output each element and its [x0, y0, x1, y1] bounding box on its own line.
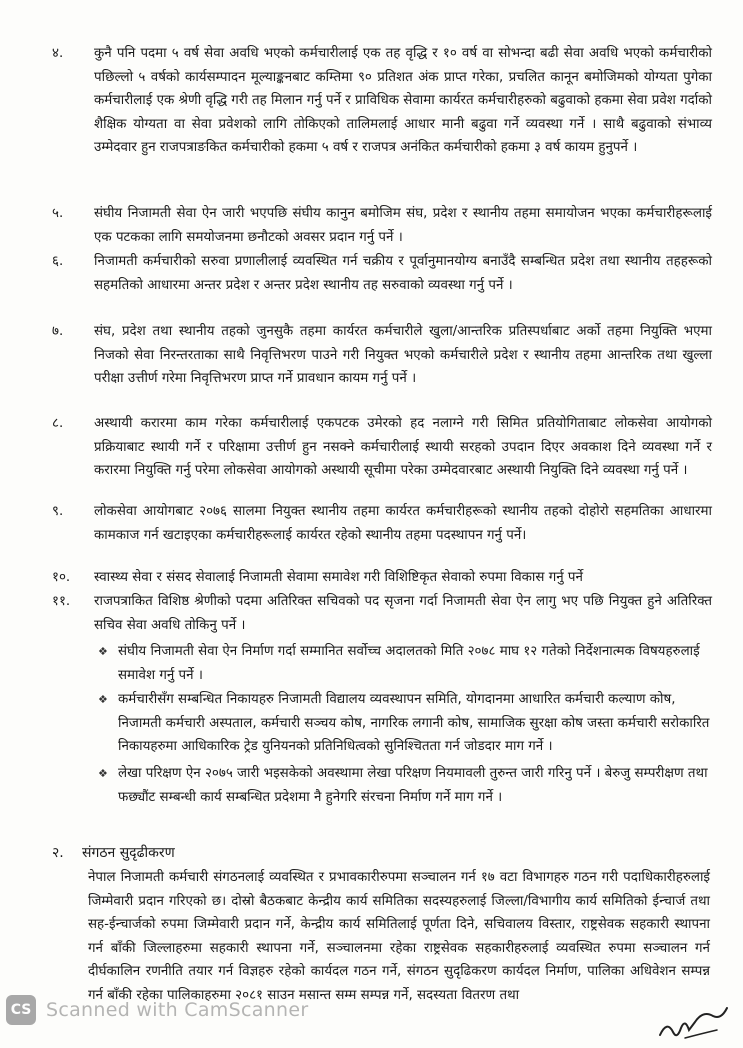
item-number: ८.	[52, 416, 64, 431]
item-text: अस्थायी करारमा काम गरेका कर्मचारीलाई एकपटक उमेरको हद नलाग्ने गरी सिमित प्रतियोगिताबाट लोकसेवा आयोगको प्रक्रियाबाट स्थायी गर्ने र परिक्षामा उत्तीर्ण हुन नसक्ने कर्मचारीलाई स्थायी सरहको उपदान दिएर अवकाश दिने व्यवस्था गर्ने र करारमा नियुक्ति गर्नु परेमा लोकसेवा आयोगको अस्थायी सूचीमा परेका उम्मेदवारबाट अस्थायी नियुक्ति दिने व्यवस्था गर्नु पर्ने ।	[94, 416, 712, 479]
diamond-bullet-icon: ❖	[98, 693, 108, 706]
item-number: ४.	[52, 46, 64, 61]
list-item-8	[52, 412, 712, 483]
list-item-10	[52, 566, 712, 590]
bullet-item	[98, 762, 710, 809]
diamond-bullet-icon: ❖	[98, 767, 108, 780]
item-number: ५.	[52, 206, 64, 221]
list-item-7	[52, 320, 712, 391]
list-item-4	[52, 42, 712, 160]
diamond-bullet-icon: ❖	[98, 645, 108, 658]
list-item-11	[52, 590, 712, 637]
scanner-watermark	[0, 990, 743, 1030]
item-number: ७.	[52, 324, 64, 339]
item-text: निजामती कर्मचारीको सरुवा प्रणालीलाई व्यवस्थित गर्न चक्रीय र पूर्वानुमानयोग्य बनाउँदै सम्बन्धित प्रदेश तथा स्थानीय तहहरूको सहमतिको आधारमा अन्तर प्रदेश र अन्तर प्रदेश स्थानीय तह सरुवाको व्यवस्था गर्नु पर्ने ।	[94, 254, 712, 293]
section-paragraph: नेपाल निजामती कर्मचारी संगठनलाई व्यवस्थित र प्रभावकारीरुपमा सञ्चालन गर्न १७ वटा विभागहरु गठन गरी पदाधिकारीहरुलाई जिम्मेवारी प्रदान गरिएको छ। दोस्रो बैठकबाट केन्द्रीय कार्य समितिका सदस्यहरुलाई जिल्ला/विभागीय कार्य समितिको ईन्चार्ज तथा सह-ईन्चार्जको रुपमा जिम्मेवारी प्रदान गर्ने, केन्द्रीय कार्य समितिलाई पूर्णता दिने, सचिवालय विस्तार, राष्ट्रसेवक सहकारी स्थापना गर्न बाँकी जिल्लाहरुमा सहकारी स्थापना गर्ने, सञ्चालनमा रहेका राष्ट्रसेवक सहकारीहरुलाई व्यवस्थित रुपमा सञ्चालन गर्न दीर्घकालिन रणनीति तयार गर्न विज्ञहरु रहेको कार्यदल गठन गर्ने, संगठन सुदृढिकरण कार्यदल निर्माण, पालिका अधिवेशन सम्पन्न गर्न बाँकी रहेका पालिकाहरुमा २०८१ साउन मसान्त सम्म सम्पन्न गर्ने, सदस्यता वितरण तथा	[88, 870, 710, 1003]
item-number: ९.	[52, 504, 64, 519]
bullet-text: संघीय निजामती सेवा ऐन निर्माण गर्दा सम्मानित सर्वोच्च अदालतको मिति २०७८ माघ १२ गतेको निर्देशनात्मक विषयहरुलाई समावेश गर्नु पर्ने ।	[118, 644, 700, 683]
watermark-text: Scanned with CamScanner	[46, 999, 309, 1021]
list-item-6	[52, 250, 712, 297]
bullet-item	[98, 688, 710, 759]
camscanner-logo-icon: CS	[6, 995, 36, 1025]
item-number: ६.	[52, 254, 64, 269]
item-number: ११.	[52, 594, 71, 609]
item-text: लोकसेवा आयोगबाट २०७६ सालमा नियुक्त स्थानीय तहमा कार्यरत कर्मचारीहरूको स्थानीय तहको दोहोरो सहमतिका आधारमा कामकाज गर्न खटाइएका कर्मचारीहरूलाई कार्यरत रहेको स्थानीय तहमा पदस्थापन गर्नु पर्ने।	[94, 504, 712, 543]
item-text: संघ, प्रदेश तथा स्थानीय तहको जुनसुकै तहमा कार्यरत कर्मचारीले खुला/आन्तरिक प्रतिस्पर्धाबाट अर्को तहमा नियुक्ति भएमा निजको सेवा निरन्तरताका साथै निवृत्तिभरण पाउने गरी नियुक्त भएको कर्मचारीले प्रदेश र स्थानीय तहमा आन्तरिक तथा खुल्ला परीक्षा उत्तीर्ण गरेमा निवृत्तिभरण प्राप्त गर्ने प्रावधान कायम गर्नु पर्ने ।	[94, 324, 712, 387]
item-text: संघीय निजामती सेवा ऐन जारी भएपछि संघीय कानुन बमोजिम संघ, प्रदेश र स्थानीय तहमा समायोजन भएका कर्मचारीहरूलाई एक पटकका लागि समयोजनमा छनौटको अवसर प्रदान गर्नु पर्ने ।	[94, 206, 712, 245]
item-text: राजपत्राकित विशिष्ठ श्रेणीको पदमा अतिरिक्त सचिवको पद सृजना गर्दा निजामती सेवा ऐन लागु भए पछि नियुक्त हुने अतिरिक्त सचिव सेवा अवधि तोकिनु पर्ने ।	[94, 594, 712, 633]
bullet-text: लेखा परिक्षण ऐन २०७५ जारी भइसकेको अवस्थामा लेखा परिक्षण नियमावली तुरुन्त जारी गरिनु पर्ने । बेरुजु सम्परीक्षण तथा फछ्यौंट सम्बन्धी कार्य सम्बन्धित प्रदेशमा नै हुनेगरि संरचना निर्माण गर्ने माग गर्ने ।	[118, 766, 708, 805]
item-text: स्वास्थ्य सेवा र संसद सेवालाई निजामती सेवामा समावेश गरी विशिष्टिकृत सेवाको रुपमा विकास गर्नु पर्ने	[94, 570, 583, 585]
item-text: कुनै पनि पदमा ५ वर्ष सेवा अवधि भएको कर्मचारीलाई एक तह वृद्धि र १० वर्ष वा सोभन्दा बढी सेवा अवधि भएको कर्मचारीको पछिल्लो ५ वर्षको कार्यसम्पादन मूल्याङ्कनबाट कम्तिमा ९० प्रतिशत अंक प्राप्त गरेका, प्रचलित कानून बमोजिमको योग्यता पुगेका कर्मचारीलाई एक श्रेणी वृद्धि गरी तह मिलान गर्नु पर्ने र प्राविधिक सेवामा कार्यरत कर्मचारीहरुको बढुवाको हकमा सेवा प्रवेश गर्दाको शैक्षिक योग्यता वा सेवा प्रवेशको लागि तोकिएको तालिमलाई आधार मानी बढुवा गर्ने व्यवस्था गर्ने । साथै बढुवाको संभाव्य उम्मेदवार हुन राजपत्राङकित कर्मचारीको हकमा ५ वर्ष र राजपत्र अनंकित कर्मचारीको हकमा ३ वर्ष कायम हुनुपर्ने ।	[94, 46, 712, 156]
signature-icon	[655, 1000, 730, 1045]
bullet-text: कर्मचारीसँग सम्बन्धित निकायहरु निजामती विद्यालय व्यवस्थापन समिति, योगदानमा आधारित कर्मचारी कल्याण कोष, निजामती कर्मचारी अस्पताल, कर्मचारी सञ्चय कोष, नागरिक लगानी कोष, सामाजिक सुरक्षा कोष जस्ता कर्मचारी सरोकारित निकायहरुमा आधिकारिक ट्रेड युनियनको प्रतिनिधित्वको सुनिश्चितता गर्न जोडदार माग गर्ने ।	[118, 692, 710, 755]
section-title: संगठन सुदृढीकरण	[82, 845, 175, 861]
list-item-9	[52, 500, 712, 547]
section-heading	[52, 842, 175, 864]
list-item-5	[52, 202, 712, 249]
bullet-item	[98, 640, 710, 687]
item-number: १०.	[52, 570, 71, 585]
section-number: २.	[52, 845, 64, 861]
